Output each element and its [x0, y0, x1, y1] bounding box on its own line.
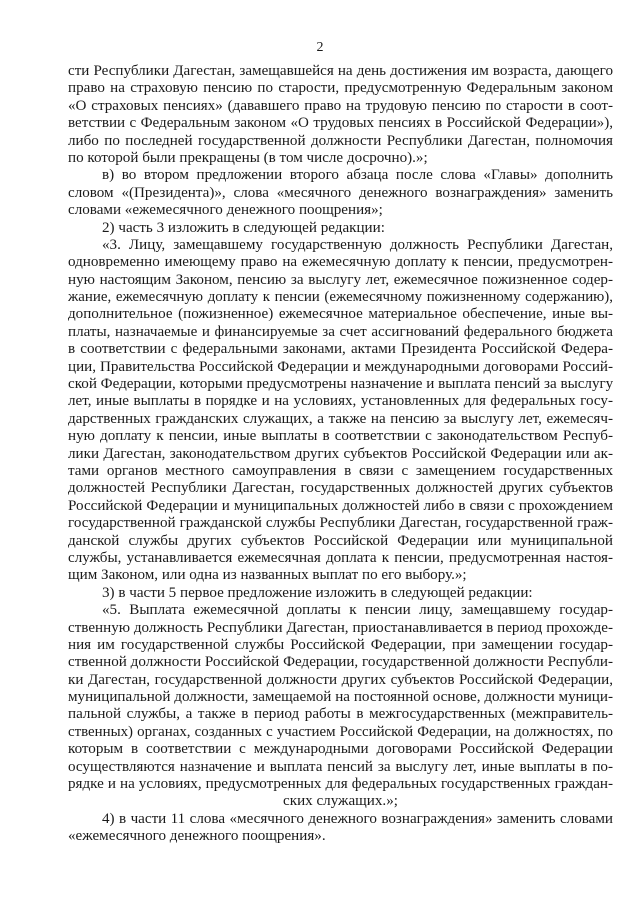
text-line: щим Законом, или одна из названных выплат по его выбору.»;: [68, 567, 467, 584]
text-line: право на страховую пенсию по старости, предусмотренную Федеральным законом: [68, 80, 613, 97]
text-line: ции, Правительства Российской Федерации и международными договорами Россий-: [68, 358, 613, 375]
text-line: либо по последней государственной должности Республики Дагестан, полномочия: [68, 132, 613, 149]
text-line: ную доплату к пенсии, иные выплаты в соответствии с законодательством Респуб-: [68, 428, 613, 445]
text-line: данской службы других субъектов Российской Федерации или муниципальной: [68, 532, 613, 549]
text-line: дарственных гражданских служащих, а также на пенсию за выслугу лет, ежемесяч-: [68, 410, 613, 427]
text-line: тами органов местного самоуправления в связи с замещением государственных: [68, 462, 613, 479]
text-line: Российской Федерации и муниципальных должностей либо в связи с прохождением: [68, 497, 613, 514]
text-line: ния им государственной службы Российской Федерации, при замещении государ-: [68, 636, 613, 653]
text-line: пальной службы, а также в период работы в межгосударственных (межправитель-: [68, 706, 613, 723]
text-line: муниципальной должности, замещаемой на постоянной основе, должности муници-: [68, 689, 613, 706]
text-line: в соответствии с федеральными законами, актами Президента Российской Федера-: [68, 341, 613, 358]
text-line: осуществляются назначение и выплата пенсий за выслугу лет, иные выплаты в по-: [68, 758, 613, 775]
text-line: ки Дагестан, государственной должности других субъектов Российской Федерации,: [68, 671, 613, 688]
text-line: по которой были прекращены (в том числе досрочно).»;: [68, 149, 428, 166]
text-line: словами «ежемесячного денежного поощрения»;: [68, 202, 383, 219]
text-line: платы, назначаемые и финансируемые за счет ассигнований федерального бюджета: [68, 323, 613, 340]
text-line: 2) часть 3 изложить в следующей редакции:: [102, 219, 385, 236]
text-line: жание, ежемесячную доплату к пенсии (ежемесячному пожизненному содержанию),: [68, 289, 613, 306]
text-line: ственную должность Республики Дагестан, приостанавливается в период прохожде-: [68, 619, 613, 636]
text-line: службы, устанавливается ежемесячная доплата к пенсии, предусмотренная настоя-: [68, 549, 613, 566]
text-line: «О страховых пенсиях» (дававшего право на трудовую пенсию по старости в соот-: [68, 97, 613, 114]
text-line: ную настоящим Законом, пенсию за выслугу лет, ежемесячное пожизненное содер-: [68, 271, 613, 288]
text-line: ственной должности Российской Федерации, государственной должности Республи-: [68, 654, 613, 671]
text-line: лет, иные выплаты в порядке и на условиях, установленных для федеральных госу-: [68, 393, 613, 410]
text-line: 4) в части 11 слова «месячного денежного вознаграждения» заменить словами: [102, 810, 613, 827]
text-line: ских служащих.»;: [283, 793, 398, 810]
text-line: словом «(Президента)», слова «месячного денежного вознаграждения» заменить: [68, 184, 613, 201]
text-line: одновременно имеющему право на ежемесячную доплату к пенсии, предусмотрен-: [68, 254, 613, 271]
text-line: 3) в части 5 первое предложение изложить в следующей редакции:: [102, 584, 533, 601]
text-line: ветствии с Федеральным законом «О трудовых пенсиях в Российской Федерации»),: [68, 115, 613, 132]
document-body: [68, 63, 613, 846]
text-line: ственных) органах, созданных с участием Российской Федерации, на должностях, по: [68, 723, 613, 740]
text-line: сти Республики Дагестан, замещавшейся на день достижения им возраста, дающего: [68, 63, 613, 79]
page-number: 2: [316, 40, 324, 55]
text-line: в) во втором предложении второго абзаца после слова «Главы» дополнить: [102, 167, 613, 184]
text-line: рядке и на условиях, предусмотренных для федеральных государственных граждан-: [68, 776, 613, 793]
text-line: государственной гражданской службы Республики Дагестан, государственной граж-: [68, 515, 613, 532]
text-line: «ежемесячного денежного поощрения».: [68, 828, 326, 845]
text-line: лики Дагестан, законодательством других субъектов Российской Федерации или ак-: [68, 445, 613, 462]
text-line: «3. Лицу, замещавшему государственную должность Республики Дагестан,: [102, 236, 613, 253]
text-line: дополнительное (пожизненное) ежемесячное материальное обеспечение, иные вы-: [68, 306, 613, 323]
text-line: «5. Выплата ежемесячной доплаты к пенсии лицу, замещавшему государ-: [102, 602, 613, 619]
text-line: должностей Республики Дагестан, государственных должностей других субъектов: [68, 480, 613, 497]
text-line: ской Федерации, которыми предусмотрены назначение и выплата пенсий за выслугу: [68, 376, 613, 393]
text-line: которым в соответствии с международными договорами Российской Федерации: [68, 741, 613, 758]
